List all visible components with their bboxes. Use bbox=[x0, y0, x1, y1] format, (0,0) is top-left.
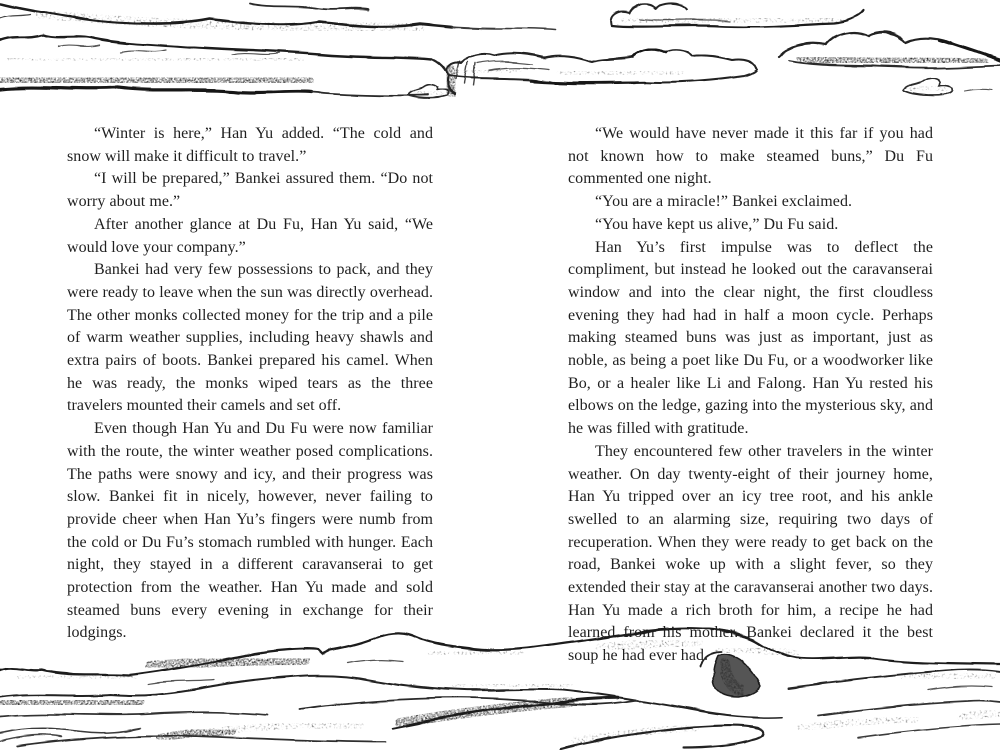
paragraph: Bankei had very few possessions to pack, and they were ready to leave when the sun was directly overhead. The other monks collected money for the trip and a pile of warm weather supplies, including heavy shawls and extra pairs of boots. Bankei prepared his camel. When he was ready, the monks wiped tears as the three travelers mounted their camels and set off. bbox=[67, 261, 433, 415]
paragraph: They encountered few other travelers in the winter weather. On day twenty-eight of their journey home, Han Yu tripped over an icy tree root, and his ankle swelled to an alarming size, requiring two days of recuperation. When they were ready to get back on the road, Bankei woke up with a slight fever, so they extended their stay at the caravanserai another two days. Han Yu made a rich broth for him, a recipe he had learned from his mother. Bankei declared it the best soup he had ever had. bbox=[568, 442, 933, 665]
text-column-left bbox=[67, 123, 433, 645]
paragraph: “You have kept us alive,” Du Fu said. bbox=[595, 215, 839, 233]
snow-dunes-sketch-illustration bbox=[0, 620, 1000, 750]
text-column-right bbox=[568, 123, 933, 668]
paragraph: “You are a miracle!” Bankei exclaimed. bbox=[595, 193, 853, 211]
paragraph: “We would have never made it this far if you had not known how to make steamed buns,” Du Fu commented one night. bbox=[568, 125, 933, 188]
paragraph: “I will be prepared,” Bankei assured them. “Do not worry about me.” bbox=[67, 170, 433, 211]
paragraph: Han Yu’s first impulse was to deflect the compliment, but instead he looked out the caravanserai window and into the clear night, the first cloudless evening they had had in half a moon cycle. Perhaps making steamed buns was just as important, just as noble, as being a poet like Du Fu, or a woodworker like Bo, or a healer like Li and Falong. Han Yu rested his elbows on the ledge, gazing into the mysterious sky, and he was filled with gratitude. bbox=[568, 238, 933, 438]
paragraph: Even though Han Yu and Du Fu were now familiar with the route, the winter weather posed complications. The paths were snowy and icy, and their progress was slow. Bankei fit in nicely, however, never failing to provide cheer when Han Yu’s fingers were numb from the cold or Du Fu’s stomach rumbled with hunger. Each night, they stayed in a different caravanserai to get protection from the weather. Han Yu made and sold steamed buns every evening in exchange for their lodgings. bbox=[67, 420, 433, 642]
paragraph: After another glance at Du Fu, Han Yu said, “We would love your company.” bbox=[67, 215, 433, 256]
clouds-sketch-illustration bbox=[0, 0, 1000, 115]
paragraph: “Winter is here,” Han Yu added. “The cold and snow will make it difficult to travel.” bbox=[67, 125, 433, 165]
